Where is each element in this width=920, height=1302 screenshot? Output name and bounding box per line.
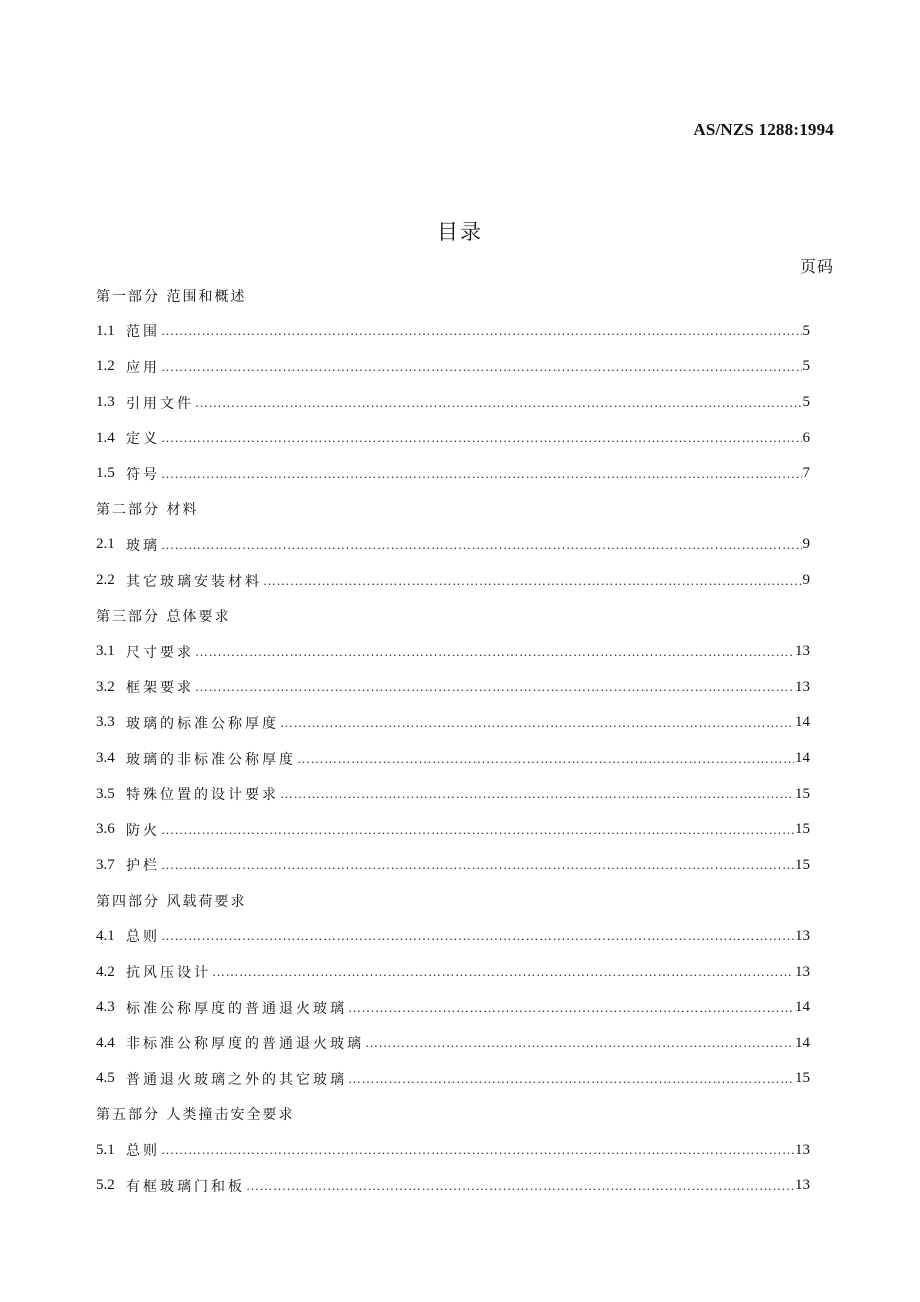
standard-code: AS/NZS 1288:1994 <box>693 120 834 139</box>
toc-entry-title: 普通退火玻璃之外的其它玻璃 <box>126 1071 347 1088</box>
toc-dot-leader <box>161 430 802 446</box>
toc-entry-title: 范围 <box>126 324 160 341</box>
toc-dot-leader <box>348 1071 794 1087</box>
toc-entry-page: 5 <box>802 394 810 411</box>
toc-entry-number: 3.2 <box>96 678 115 695</box>
toc-entry[interactable] <box>96 1132 810 1168</box>
toc-entry[interactable] <box>96 670 810 706</box>
toc-entry[interactable] <box>96 527 810 563</box>
toc-entry[interactable] <box>96 919 810 955</box>
toc-dot-leader <box>161 537 802 553</box>
toc-entry-title: 符号 <box>126 466 160 483</box>
toc-entry-page: 13 <box>795 1177 810 1194</box>
toc-entry-number: 4.4 <box>96 1034 115 1051</box>
toc-entry[interactable] <box>96 385 810 421</box>
toc-dot-leader <box>161 857 794 873</box>
toc-entry[interactable] <box>96 314 810 350</box>
toc-dot-leader <box>195 644 794 660</box>
toc-entry-number: 1.2 <box>96 358 115 375</box>
toc-entry-page: 15 <box>795 856 810 873</box>
toc-dot-leader <box>161 822 794 838</box>
toc-entry-title: 特殊位置的设计要求 <box>126 787 279 804</box>
toc-dot-leader <box>161 1142 794 1158</box>
toc-dot-leader <box>161 928 794 944</box>
toc-entry-number: 1.3 <box>96 394 115 411</box>
toc-entry-number: 3.1 <box>96 643 115 660</box>
toc-entry-page: 13 <box>795 1141 810 1158</box>
toc-entry-number: 2.1 <box>96 536 115 553</box>
toc-entry-page: 5 <box>802 322 810 339</box>
toc-entry-number: 3.4 <box>96 750 115 767</box>
toc-entry-number: 1.5 <box>96 465 115 482</box>
toc-part-heading: 第二部分 材料 <box>96 502 199 519</box>
toc-part-heading: 第三部分 总体要求 <box>96 609 231 626</box>
toc-entry-number: 4.1 <box>96 927 115 944</box>
toc-entry-page: 5 <box>802 358 810 375</box>
toc-part-heading: 第五部分 人类撞击安全要求 <box>96 1107 295 1124</box>
toc-entry-title: 其它玻璃安装材料 <box>126 573 262 590</box>
toc-entry[interactable] <box>96 1168 810 1204</box>
toc-entry-number: 1.1 <box>96 322 115 339</box>
toc-entry-title: 标准公称厚度的普通退火玻璃 <box>126 1000 347 1017</box>
toc-entry-page: 15 <box>795 785 810 802</box>
toc-dot-leader <box>280 786 794 802</box>
toc-dot-leader <box>297 751 794 767</box>
toc-entry-title: 玻璃 <box>126 537 160 554</box>
toc-entry-page: 6 <box>802 429 810 446</box>
toc-entry-number: 2.2 <box>96 572 115 589</box>
toc-entry-title: 定义 <box>126 431 160 448</box>
toc-entry-number: 5.2 <box>96 1177 115 1194</box>
toc-entry-page: 9 <box>802 572 810 589</box>
toc-entry-title: 非标准公称厚度的普通退火玻璃 <box>126 1036 364 1053</box>
table-of-contents <box>96 278 810 1203</box>
toc-entry-title: 总则 <box>126 929 160 946</box>
toc-entry-title: 抗风压设计 <box>126 965 211 982</box>
toc-entry-page: 14 <box>795 750 810 767</box>
toc-entry-title: 框架要求 <box>126 680 194 697</box>
toc-title: 目录 <box>437 220 483 244</box>
toc-dot-leader <box>195 679 794 695</box>
toc-entry-page: 15 <box>795 1070 810 1087</box>
toc-entry-title: 玻璃的非标准公称厚度 <box>126 751 296 768</box>
toc-entry-title: 应用 <box>126 359 160 376</box>
toc-dot-leader <box>161 323 802 339</box>
toc-entry-title: 引用文件 <box>126 395 194 412</box>
toc-entry[interactable] <box>96 1061 810 1097</box>
toc-entry-title: 护栏 <box>126 858 160 875</box>
page-column-label: 页码 <box>799 257 834 276</box>
toc-entry[interactable] <box>96 563 810 599</box>
toc-entry-page: 14 <box>795 1034 810 1051</box>
toc-entry-page: 13 <box>795 678 810 695</box>
toc-entry[interactable] <box>96 776 810 812</box>
toc-entry-number: 3.6 <box>96 821 115 838</box>
toc-entry-page: 13 <box>795 963 810 980</box>
toc-dot-leader <box>161 466 802 482</box>
toc-entry-number: 4.3 <box>96 999 115 1016</box>
toc-entry-title: 总则 <box>126 1143 160 1160</box>
toc-entry-page: 13 <box>795 643 810 660</box>
toc-entry-page: 14 <box>795 714 810 731</box>
toc-entry-number: 3.3 <box>96 714 115 731</box>
toc-dot-leader <box>195 395 802 411</box>
toc-entry[interactable] <box>96 705 810 741</box>
toc-dot-leader <box>161 359 802 375</box>
toc-part-heading: 第四部分 风载荷要求 <box>96 893 247 910</box>
toc-part-heading: 第一部分 范围和概述 <box>96 288 247 305</box>
toc-entry[interactable] <box>96 954 810 990</box>
toc-entry[interactable] <box>96 634 810 670</box>
toc-dot-leader <box>246 1178 794 1194</box>
toc-entry-title: 有框玻璃门和板 <box>126 1178 245 1195</box>
toc-entry-page: 7 <box>802 465 810 482</box>
toc-entry-number: 4.5 <box>96 1070 115 1087</box>
toc-entry-number: 3.5 <box>96 785 115 802</box>
toc-entry[interactable] <box>96 420 810 456</box>
toc-entry[interactable] <box>96 812 810 848</box>
toc-entry-title: 防火 <box>126 822 160 839</box>
toc-entry-page: 9 <box>802 536 810 553</box>
toc-dot-leader <box>212 964 794 980</box>
toc-entry-page: 15 <box>795 821 810 838</box>
toc-dot-leader <box>263 573 802 589</box>
toc-entry-title: 玻璃的标准公称厚度 <box>126 715 279 732</box>
toc-entry[interactable] <box>96 990 810 1026</box>
toc-entry-number: 5.1 <box>96 1141 115 1158</box>
toc-entry[interactable] <box>96 741 810 777</box>
toc-entry[interactable] <box>96 848 810 884</box>
toc-entry-page: 14 <box>795 999 810 1016</box>
toc-dot-leader <box>365 1035 794 1051</box>
toc-dot-leader <box>280 715 794 731</box>
toc-entry[interactable] <box>96 349 810 385</box>
toc-entry-number: 4.2 <box>96 963 115 980</box>
toc-entry-title: 尺寸要求 <box>126 644 194 661</box>
toc-entry-number: 1.4 <box>96 429 115 446</box>
toc-entry-number: 3.7 <box>96 856 115 873</box>
toc-entry[interactable] <box>96 1025 810 1061</box>
toc-entry-page: 13 <box>795 927 810 944</box>
toc-dot-leader <box>348 1000 794 1016</box>
toc-entry[interactable] <box>96 456 810 492</box>
